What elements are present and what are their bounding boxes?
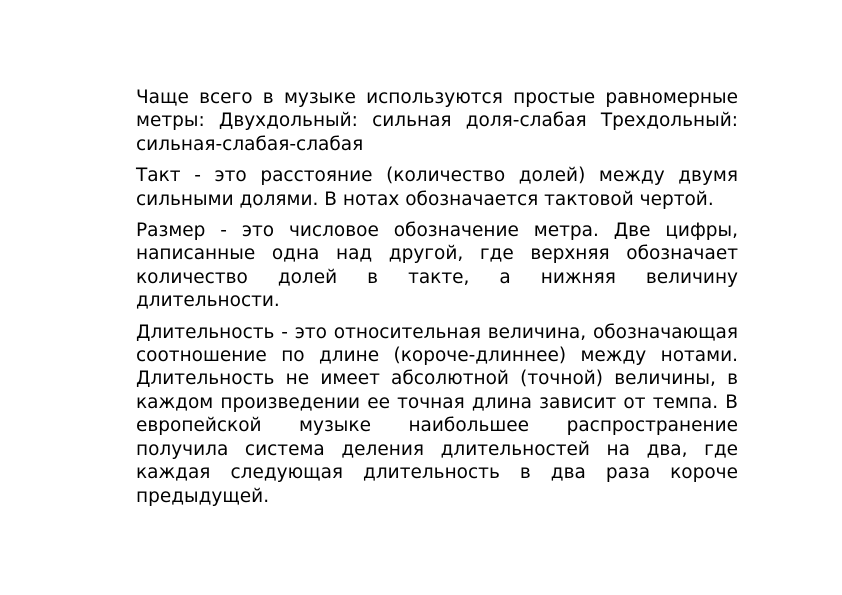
paragraph-duration-definition: Длительность - это относительная величина, обозначающая соотношение по длине (короче-длиннее) между нотами. Длительность не имеет абсолютной (точной) величины, в каждом произведении ее точная длина зависит от темпа. В европейской музыке наибольшее распространение получила система деления длительностей на два, где каждая следующая длительность в два раза короче предыдущей. [136, 321, 738, 507]
paragraph-simple-meters: Чаще всего в музыке используются простые равномерные метры: Двухдольный: сильная доля-слабая Трехдольный: сильная-слабая-слабая [136, 87, 738, 155]
slide-text-body [136, 86, 738, 516]
paragraph-time-signature-definition: Размер - это числовое обозначение метра. Две цифры, написанные одна над другой, где верхняя обозначает количество долей в такте, а нижняя величину длительности. [136, 220, 738, 312]
paragraph-measure-definition: Такт - это расстояние (количество долей) между двумя сильными долями. В нотах обозначается тактовой чертой. [136, 165, 738, 210]
